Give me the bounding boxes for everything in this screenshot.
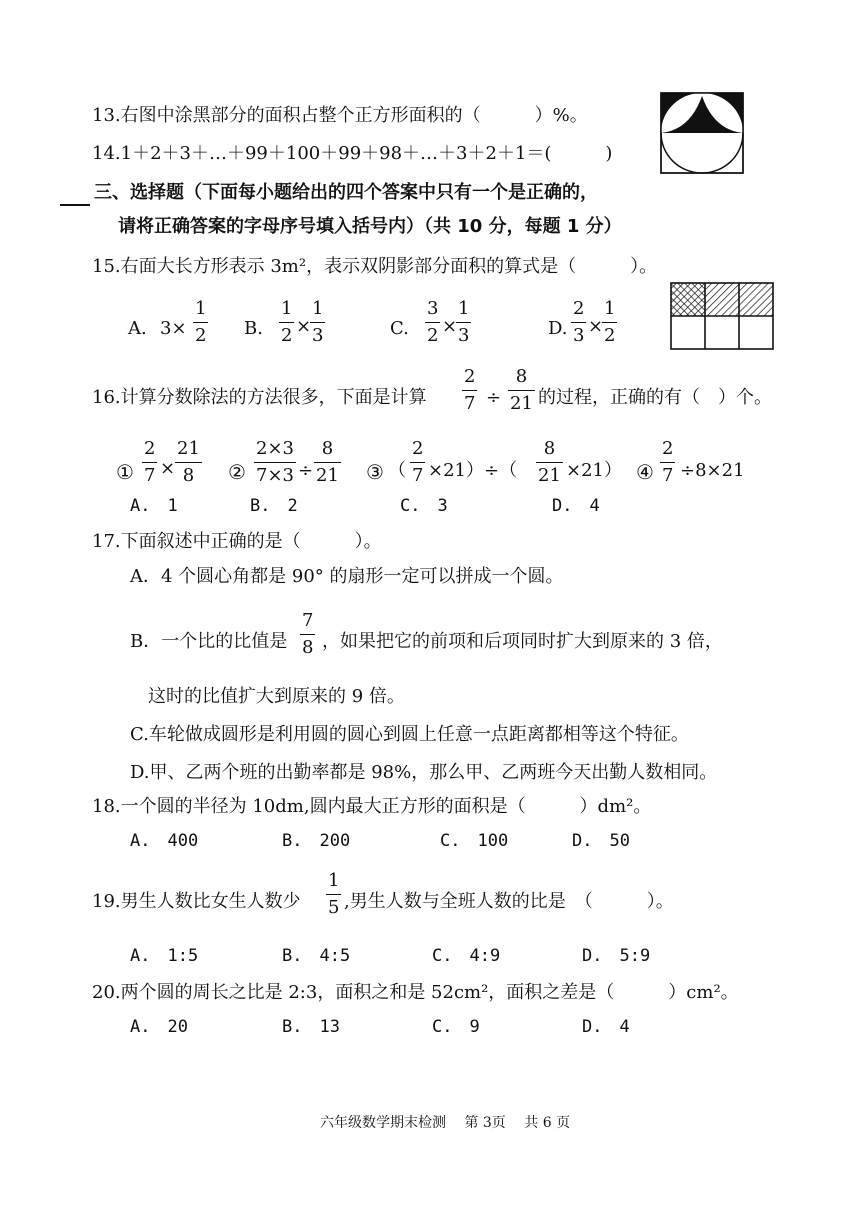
q15-option-b-label: B. bbox=[244, 318, 263, 339]
q19-option-a: A. 1:5 bbox=[130, 946, 199, 966]
q17-option-b-pre: B．一个比的比值是 bbox=[130, 631, 288, 652]
question-17: 17.下面叙述中正确的是（ ）。 bbox=[92, 531, 382, 552]
q16-option-b: B. 2 bbox=[250, 496, 298, 516]
q20-option-a: A. 20 bbox=[130, 1017, 188, 1037]
q15-option-c-op: × bbox=[442, 316, 458, 337]
q13-square-figure bbox=[660, 92, 744, 174]
q19-fraction: 1 5 bbox=[328, 870, 340, 918]
q16-method-3-mark: ③ bbox=[366, 460, 384, 484]
q16-option-c: C. 3 bbox=[400, 496, 448, 516]
q16-option-d: D. 4 bbox=[552, 496, 600, 516]
q16-method-2-fraction-1: 2×3 7×3 bbox=[256, 438, 294, 486]
q18-option-b: B. 200 bbox=[282, 831, 351, 851]
q16-method-4-mark: ④ bbox=[636, 460, 654, 484]
q16-method-1-fraction-2: 21 8 bbox=[177, 438, 200, 486]
q15-option-c-fraction-2: 1 3 bbox=[458, 298, 470, 346]
question-16-suffix: 的过程，正确的有（ ）个。 bbox=[538, 387, 772, 408]
q16-method-2-op: ÷ bbox=[298, 460, 314, 481]
q15-option-b-op: × bbox=[296, 316, 312, 337]
q15-option-c-label: C. bbox=[390, 318, 409, 339]
q16-method-3-fraction-1: 2 7 bbox=[412, 438, 424, 486]
page-footer: 六年级数学期末检测 第 3页 共 6 页 bbox=[320, 1115, 571, 1131]
q15-option-c-fraction-1: 3 2 bbox=[427, 298, 439, 346]
q16-method-2-fraction-2: 8 21 bbox=[316, 438, 339, 486]
q16-option-a: A. 1 bbox=[130, 496, 178, 516]
q16-fraction-8-21: 8 21 bbox=[510, 366, 533, 414]
q15-option-a-fraction: 1 2 bbox=[195, 298, 207, 346]
q15-rectangle-figure bbox=[670, 282, 774, 350]
q17-option-b-line-2: 这时的比值扩大到原来的 9 倍。 bbox=[148, 686, 405, 707]
q17-option-a: A．4 个圆心角都是 90° 的扇形一定可以拼成一个圆。 bbox=[130, 566, 564, 587]
question-13: 13.右图中涂黑部分的面积占整个正方形面积的（ ）%。 bbox=[92, 105, 588, 126]
question-14: 14.1＋2＋3＋…＋99＋100＋99＋98＋…＋3＋2＋1＝( ) bbox=[92, 143, 613, 164]
q15-option-b-fraction-2: 1 3 bbox=[312, 298, 324, 346]
q16-method-2-mark: ② bbox=[228, 460, 246, 484]
q17-option-d: D.甲、乙两个班的出勤率都是 98%，那么甲、乙两班今天出勤人数相同。 bbox=[130, 762, 718, 783]
q16-method-3-text-2: ×21） bbox=[566, 460, 622, 481]
q15-option-d-fraction-1: 2 3 bbox=[573, 298, 585, 346]
q15-option-a-label: A. bbox=[128, 318, 147, 339]
q16-method-4-fraction: 2 7 bbox=[662, 438, 674, 486]
q15-option-b-fraction-1: 1 2 bbox=[281, 298, 293, 346]
q17-option-b-post: ，如果把它的前项和后项同时扩大到原来的 3 倍， bbox=[322, 631, 723, 652]
q19-option-d: D. 5:9 bbox=[582, 946, 651, 966]
q17-option-b-fraction: 7 8 bbox=[302, 610, 314, 658]
q18-option-d: D. 50 bbox=[572, 831, 630, 851]
q16-divide-sign: ÷ bbox=[486, 387, 502, 408]
q15-option-d-op: × bbox=[588, 316, 604, 337]
q16-method-1-fraction-1: 2 7 bbox=[144, 438, 156, 486]
q16-method-3-fraction-2: 8 21 bbox=[538, 438, 561, 486]
q17-option-c: C.车轮做成圆形是利用圆的圆心到圆上任意一点距离都相等这个特征。 bbox=[130, 724, 689, 745]
q18-option-a: A. 400 bbox=[130, 831, 199, 851]
q15-option-d-fraction-2: 1 2 bbox=[604, 298, 616, 346]
q18-option-c: C. 100 bbox=[440, 831, 509, 851]
section-3-title: 三、选择题（下面每小题给出的四个答案中只有一个是正确的， bbox=[94, 182, 598, 203]
q20-option-c: C. 9 bbox=[432, 1017, 480, 1037]
question-19-post: ,男生人数与全班人数的比是 （ ）。 bbox=[344, 891, 674, 912]
q16-method-1-mark: ① bbox=[116, 460, 134, 484]
question-15: 15.右面大长方形表示 3m²，表示双阴影部分面积的算式是（ ）。 bbox=[92, 256, 658, 277]
question-18: 18.一个圆的半径为 10dm,圆内最大正方形的面积是（ ）dm²。 bbox=[92, 796, 652, 817]
q19-option-c: C. 4:9 bbox=[432, 946, 501, 966]
q16-method-1-op: × bbox=[160, 458, 176, 479]
q19-option-b: B. 4:5 bbox=[282, 946, 351, 966]
q15-option-d-label: D. bbox=[548, 318, 568, 339]
question-19-pre: 19.男生人数比女生人数少 bbox=[92, 891, 301, 912]
q20-option-d: D. 4 bbox=[582, 1017, 630, 1037]
q16-fraction-2-7: 2 7 bbox=[464, 366, 476, 414]
question-20: 20.两个圆的周长之比是 2:3，面积之和是 52cm²，面积之差是（ ）cm²。 bbox=[92, 982, 739, 1003]
q16-method-3-text-1: ×21）÷（ bbox=[428, 460, 518, 481]
section-3-instructions: 请将正确答案的字母序号填入括号内）（共 10 分，每题 1 分） bbox=[118, 216, 622, 237]
question-16-prefix: 16.计算分数除法的方法很多，下面是计算 bbox=[92, 387, 427, 408]
q20-option-b: B. 13 bbox=[282, 1017, 340, 1037]
q16-method-4-text: ÷8×21 bbox=[680, 460, 745, 481]
q16-method-3-paren: （ bbox=[388, 460, 406, 481]
q15-option-a-whole: 3× bbox=[160, 318, 187, 339]
score-blank bbox=[60, 204, 90, 206]
